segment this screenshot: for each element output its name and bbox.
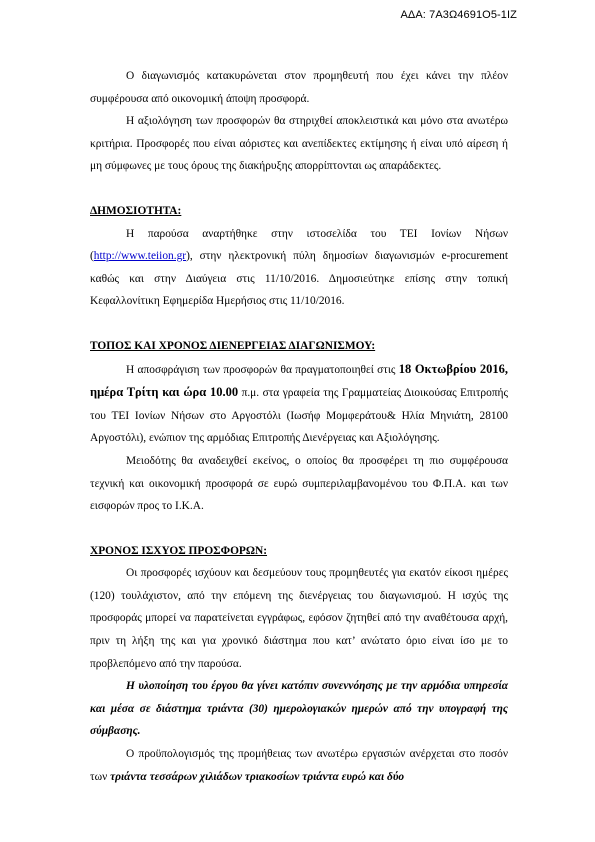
document-body [90,65,508,788]
teiion-link[interactable]: http://www.teiion.gr [93,250,187,263]
paragraph-opening [90,358,508,450]
paragraph-validity: Οι προσφορές ισχύουν και δεσμεύουν τους προμηθευτές για εκατόν είκοσι ημέρες (120) τουλάχιστον, από την επόμενη της διενέργειας του διαγωνισμού. Η ισχύς της προσφοράς μπορεί να παρατείνεται εγγράφως, εφόσον ζητηθεί από την αναθέτουσα αρχή, πριν τη λήξη της και για χρονικό διάστημα που κατ’ ανώτατο όριο είναι ίσο με το προβλεπόμενο από την παρούσα. [90,567,508,670]
opening-text-a: Η αποσφράγιση των προσφορών θα πραγματοποιηθεί στις [126,363,399,376]
budget-text: Ο προϋπολογισμός της προμήθειας των ανωτέρω εργασιών ανέρχεται στο ποσόν των [90,748,508,783]
budget-amount: τριάντα τεσσάρων χιλιάδων τριακοσίων τριάντα ευρώ και δύο [110,770,405,783]
paragraph-budget [90,743,508,788]
paragraph-evaluation: Η αξιολόγηση των προσφορών θα στηριχθεί αποκλειστικά και μόνο στα ανωτέρω κριτήρια. Προσφορές που είναι αόριστες και ανεπίδεκτες εκτίμησης ή είναι υπό αίρεση ή μη σύμφωνες με τους όρους της διακήρυξης απορρίπτονται ως απαράδεκτες. [90,115,508,173]
paragraph-award: Ο διαγωνισμός κατακυρώνεται στον προμηθευτή που έχει κάνει την πλέον συμφέρουσα από οικονομική άποψη προσφορά. [90,70,508,105]
paragraph-implementation [90,675,508,743]
paragraph-publicity [90,223,508,313]
implementation-text: Η υλοποίηση του έργου θα γίνει κατόπιν συνεννόησης με την αρμόδια υπηρεσία και μέσα σε διάστημα τριάντα (30) ημερολογιακών ημερών από την υπογραφή της σύμβασης. [90,680,508,738]
publicity-text-b: ), στην ηλεκτρονική πύλη δημοσίων διαγωνισμών e-procurement καθώς και στην Διαύγεια στις 11/10/2016. Δημοσιεύτηκε επίσης στην τοπική Κεφαλλονίτικη Εφημερίδα Ημερήσιος στις 11/10/2016. [90,250,508,308]
publicity-text-a: Η παρούσα αναρτήθηκε στην ιστοσελίδα του ΤΕΙ Ιονίων Νήσων ( [90,227,508,263]
opening-date: 18 Οκτωβρίου 2016, ημέρα Τρίτη και ώρα 10.00 [90,361,508,400]
heading-validity: ΧΡΟΝΟΣ ΙΣΧΥΟΣ ΠΡΟΣΦΟΡΩΝ: [90,544,268,557]
heading-place-time: ΤΟΠΟΣ ΚΑΙ ΧΡΟΝΟΣ ΔΙΕΝΕΡΓΕΙΑΣ ΔΙΑΓΩΝΙΣΜΟΥ: [90,339,376,352]
heading-publicity: ΔΗΜΟΣΙΟΤΗΤΑ: [90,204,182,217]
opening-text-b: π.μ. στα γραφεία της Γραμματείας Διοικούσας Επιτροπής του ΤΕΙ Ιονίων Νήσων στο Αργοστόλι (Ιωσήφ Μομφεράτου& Ηλία Μηνιάτη, 28100 Αργοστόλι), ενώπιον της αρμόδιας Επιτροπής Διενέργειας και Αξιολόγησης. [90,387,508,445]
ada-code: ΑΔΑ: 7Α3Ω4691Ο5-1ΙΖ [400,9,517,21]
paragraph-lowest-bidder: Μειοδότης θα αναδειχθεί εκείνος, ο οποίος θα προσφέρει τη πιο συμφέρουσα τεχνική και οικονομική προσφορά σε ευρώ συμπεριλαμβανομένου του Φ.Π.Α. και των εισφορών προς το Ι.Κ.Α. [90,454,508,513]
